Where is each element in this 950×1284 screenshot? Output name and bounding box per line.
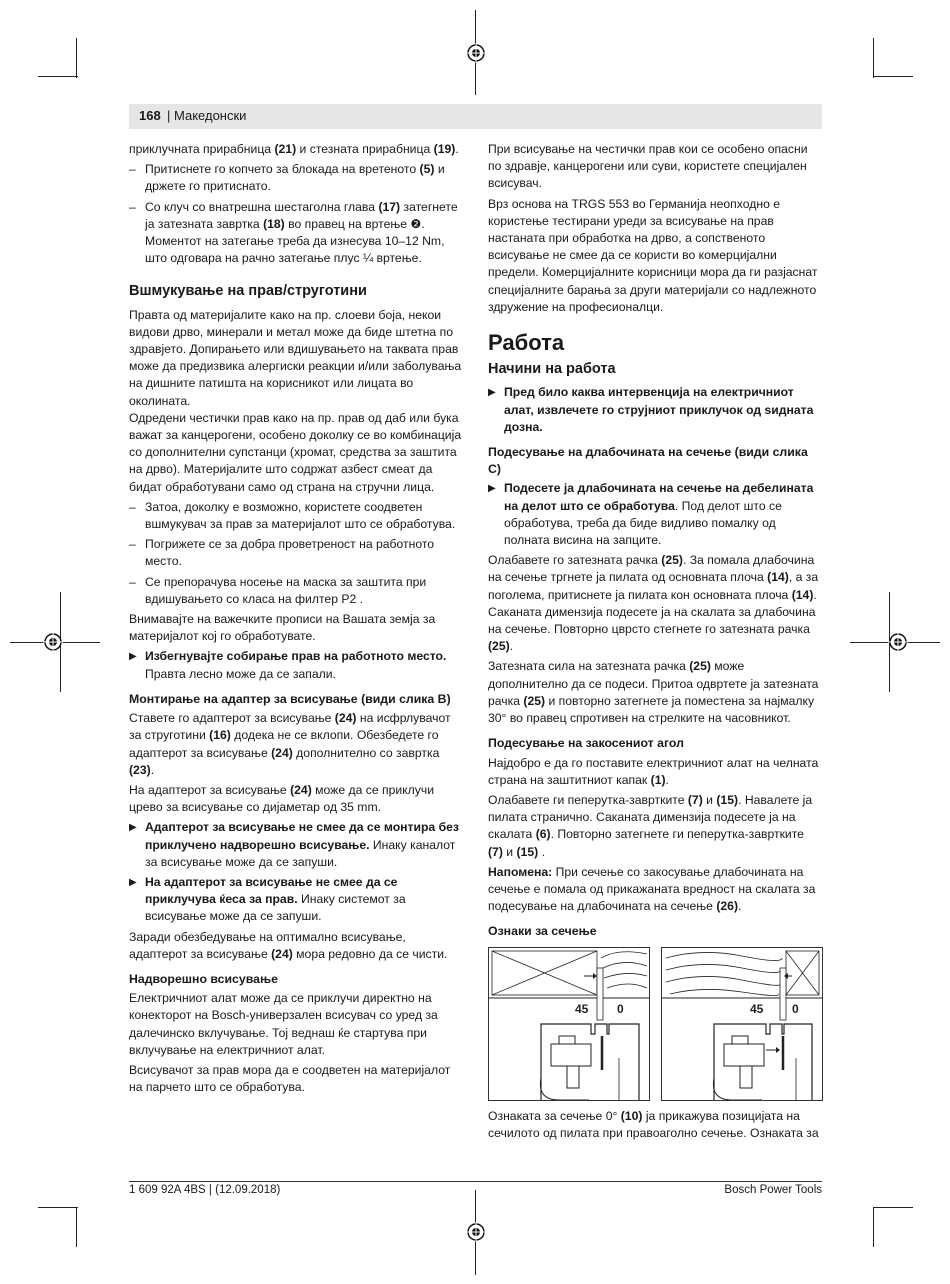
header-language: Македонски xyxy=(174,108,247,123)
page-header xyxy=(129,104,822,129)
paragraph: Правта од материјалите како на пр. слоеви боја, некои видови дрво, минерали и метал може да биде штетна по здравјето. Допирањето или вдишувањето на таквата прав може да предизвика алергиски реакции и/или заболувања на дишните патишта на корисникот или лицата во околината. xyxy=(129,307,462,408)
paragraph: На адаптерот за всисување (24) може да се приклучи црево за всисување со дијаметар од 35 mm. xyxy=(129,782,435,815)
crop-mark xyxy=(873,1207,874,1247)
warning-item: ▶ На адаптерот за всисување не смее да се приклучува ќеса за прав. Инаку системот за всисување може да се запуши. xyxy=(129,874,406,924)
footer-brand: Bosch Power Tools xyxy=(724,1184,822,1196)
paragraph: Олабавете го затезната рачка (25). За помала длабочина на сечење тргнете ја пилата од основната плоча (14), а за поголема, притиснете ја пилата кон основната плоча (14). Саканата димензија подесете ја на скалата за длабочина на сечење. Повторно цврсто стегнете го затезната рачка (25). xyxy=(488,553,819,654)
paragraph: Врз основа на TRGS 553 во Германија неопходно е користење тестирани уреди за всисување на прав настаната при обработка на дрво, а сопственото всисување не смее да се користи во комерцијални предели. Комерцијалните корисници мора да ги разјаснат специјалните барања за други материјали со надлежното здружение на професионалци. xyxy=(488,196,818,314)
crop-mark xyxy=(76,38,77,78)
crop-mark xyxy=(38,1207,78,1208)
registration-mark-icon xyxy=(466,43,486,63)
crop-mark xyxy=(76,1207,77,1247)
subsection-heading: Подесување на длабочината на сечење (види слика C) xyxy=(488,445,808,477)
scale-label-0: 0 xyxy=(617,1001,624,1016)
list-item: – Погрижете се за добра проветреност на работното место. xyxy=(129,537,435,569)
paragraph: Најдобро е да го поставите електричниот алат на челната страна на заштитниот капак (1). xyxy=(488,755,819,787)
footer-doc-id: 1 609 92A 4BS | (12.09.2018) xyxy=(129,1184,281,1196)
left-column xyxy=(129,141,462,1099)
paragraph: Ставете го адаптерот за всисување (24) на исфрлувачот за струготини (16) додека не се вклопи. Обезбедете го адаптерот за всисување (24) дополнително со завртка (23). xyxy=(129,711,451,777)
scale-label-0: 0 xyxy=(792,1001,799,1016)
list-item: – Со клуч со внатрешна шестаголна глава (17) затегнете ја затезната завртка (18) во правец на вртење ❷. Моментот на затегање треба да изнесува 10–12 Nm, што одговара на рачно затегање плус ¼ вртење. xyxy=(129,199,458,266)
crop-mark xyxy=(873,76,913,77)
list-item: – Се препорачува носење на маска за заштита при вдишувањето со класа на филтер P2 . xyxy=(129,574,427,606)
figure-cut-mark-left xyxy=(488,947,650,1101)
subsection-heading: Ознаки за сечење xyxy=(488,924,597,939)
subsection-heading: Подесување на закосениот агол xyxy=(488,736,684,751)
registration-mark-icon xyxy=(466,1222,486,1242)
registration-mark-icon xyxy=(43,632,63,652)
list-item: – Притиснете го копчето за блокада на вретеното (5) и држете го притиснато. xyxy=(129,162,445,194)
paragraph: Всисувачот за прав мора да е соодветен на материјалот на парчето што се обработува. xyxy=(129,1062,451,1095)
cutting-marks-figures xyxy=(488,947,822,1102)
subsection-heading: Монтирање на адаптер за всисување (види слика B) xyxy=(129,691,451,706)
warning-item: ▶ Адаптерот за всисување не смее да се монтира без приклучено надворешно всисување. Инаку каналот за всисување може да се запуши. xyxy=(129,820,459,869)
paragraph: Ознаката за сечење 0° (10) ја прикажува позицијата на сечилото од пилата при правоаголно сечење. Ознаката за xyxy=(488,1108,819,1140)
chapter-heading: Работа xyxy=(488,330,565,356)
registration-mark-icon xyxy=(888,632,908,652)
paragraph: Олабавете ги пеперутка-завртките (7) и (15). Навалете ја пилата странично. Саканата димензија подесете ја на скалата (6). Повторно затегнете ги пеперутка-завртките (7) и (15) . xyxy=(488,792,813,859)
section-heading: Начини на работа xyxy=(488,361,616,378)
paragraph: Одредени честички прав како на пр. прав од даб или бука важат за канцерогени, особено доколку се во комбинација со дополнителни супстанци (хромат, средства за заштита на дрво). Материјалите што содржат азбест смеат да бидат обработувани само од страна на стручни лица. xyxy=(129,410,462,494)
paragraph: Напомена: При сечење со закосување длабочината на сечење е помала од прикажаната вредност на скалата за подесување на длабочината на сечење (26). xyxy=(488,864,816,914)
triangle-bullet-icon: ▶ xyxy=(488,483,496,495)
footer-rule xyxy=(129,1181,822,1182)
triangle-bullet-icon: ▶ xyxy=(129,651,137,663)
header-separator: | xyxy=(167,108,171,123)
paragraph: При всисување на честички прав кои се особено опасни по здравје, канцерогени или суви, користете специјален всисувач. xyxy=(488,142,808,191)
warning-item: ▶ Избегнувајте собирање прав на работното место. Правта лесно може да се запали. xyxy=(129,649,447,681)
list-item: – Затоа, доколку е возможно, користете соодветен вшмукувач за прав за материјалот што се обработува. xyxy=(129,499,456,532)
paragraph: Електричниот алат може да се приклучи директно на конекторот на Bosch-универзален всисувач со уред за далечинско вклучување. Тој веднаш ќе стартува при вклучување на електричниот алат. xyxy=(129,991,438,1057)
triangle-bullet-icon: ▶ xyxy=(129,876,137,888)
crop-mark xyxy=(38,76,78,77)
triangle-bullet-icon: ▶ xyxy=(129,822,137,834)
triangle-bullet-icon: ▶ xyxy=(488,387,496,399)
warning-item: ▶ Пред било каква интервенција на електричниот алат, извлечете го струјниот приклучок од ѕидната дозна. xyxy=(488,385,814,434)
section-heading: Вшмукување на прав/струготини xyxy=(129,283,367,300)
scale-label-45: 45 xyxy=(575,1001,589,1016)
warning-item: ▶ Подесете ја длабочината на сечење на дебелината на делот што се обработува. Под делот што се обработува, треба да биде видливо помалку од полната висина на запците. xyxy=(488,481,814,548)
subsection-heading: Надворешно всисување xyxy=(129,971,278,986)
paragraph: Заради обезбедување на оптимално всисување, адаптерот за всисување (24) мора редовно да се чисти. xyxy=(129,929,448,961)
paragraph: Затезната сила на затезната рачка (25) може дополнително да се подеси. Притоа одвртете ја затезната рачка (25) и повторно затегнете ја поместена за најмалку 30° во правец спротивен на стрелките на часовникот. xyxy=(488,659,819,726)
right-column xyxy=(488,141,822,1145)
paragraph: Внимавајте на важечките прописи на Вашата земја за материјалот кој го обработувате. xyxy=(129,612,436,644)
paragraph: приклучната прирабница (21) и стезната прирабница (19). xyxy=(129,142,459,156)
scale-label-45: 45 xyxy=(750,1001,764,1016)
crop-mark xyxy=(873,1207,913,1208)
crop-mark xyxy=(873,38,874,78)
page-number: 168 xyxy=(139,108,161,123)
figure-cut-mark-right xyxy=(661,947,823,1101)
